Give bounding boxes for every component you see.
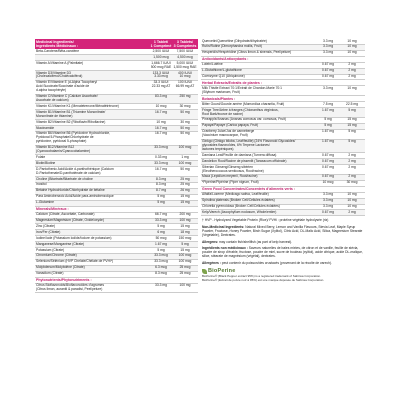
amount-three-tablets: 100 mcg (178, 160, 192, 165)
ingredient-name: L-Glutathione/L-glutathione (202, 68, 242, 73)
amount-one-tablet: 3.3 mg (322, 192, 334, 197)
section-botanicals: Botanicals/Plantes : (201, 96, 365, 102)
ingredient-name: Magnesium/Magnésium (Citrate, Oxide/oxyde) (36, 218, 104, 222)
amount-one-tablet: 1.67 mg (322, 129, 334, 134)
amount-one-tablet: 1.67 mg (155, 241, 167, 246)
ingredient-name: Manganese/Manganèse (Citrate) (36, 241, 85, 246)
amount-three-tablets: 15 mg (347, 123, 357, 128)
amount-one-tablet: 5 mg (157, 223, 165, 228)
amount-one-tablet: 8.3 mg (155, 176, 167, 181)
amount-three-tablets: 15 mg (180, 194, 190, 199)
amount-one-tablet: 5 mg (157, 194, 165, 199)
section-phytonutrients: Phytonutrients/Phytonutriments : (35, 278, 198, 284)
ingredient-name: Inositol (36, 182, 47, 187)
amount-one-tablet: 16.7 mg (155, 131, 167, 136)
amount-one-tablet: 5 mg (324, 117, 332, 122)
ingredient-name: Spirulina platensis (Broken Cell/Cellules éclatées) (202, 198, 275, 203)
amount-three-tablets: 10 mg (347, 38, 357, 43)
allergens-en: Allergens: may contain fish/shellfish (as part of kelp harvest). (202, 239, 293, 244)
section-minerals: Minerals/Minéraux : (35, 207, 198, 213)
ingredient-row (201, 86, 365, 96)
amount-one-tablet: 33.3 mcg (154, 145, 168, 150)
ingredient-name: Fringe Tree/Arbre à franges (Chionanthus virginicus, Root Bark/écorce de racine) (202, 107, 279, 116)
amount-three-tablets: 100 mg (179, 218, 191, 222)
amount-three-tablets: 2 mg (348, 164, 356, 169)
ingredient-name: Cranberry Juice/Jus de canneberge (Vaccinium macrocarpon, Fruit) (202, 129, 255, 138)
ingredient-name: Iodine/Iode (Potassium Iodide/Iodure de potassium) (36, 235, 112, 240)
ingredient-name: *Piperine/Pipérine (Piper nigrum, Fruit) (202, 180, 259, 185)
ingredient-name: Chlorella pyrenoidosa (Broken Cell/Cellules éclatées) (202, 204, 280, 209)
ingredient-name: Bitter Gourd/Gourde amère (Momordica charantia, Fruit) (202, 101, 285, 106)
amount-three-tablets: 2 mg (348, 152, 356, 157)
amount-three-tablets: 50 mg (180, 109, 190, 114)
ingredient-name: Damiana Leaf/Feuille de damiana (Turnera diffusa) (202, 152, 277, 157)
amount-one-tablet: 3.3 mg (322, 198, 334, 203)
ingredient-row (35, 146, 198, 156)
hvp-note: † HVP - Hydrolyzed Vegetable Protein (Rice)/ PVHi : protéine végétale hydrolysée (riz) (202, 218, 329, 223)
amount-one-tablet: 8.7 mg (155, 188, 167, 193)
amount-three-tablets: 7,500 IU/UI (176, 48, 194, 53)
ingredient-name: Siberian Ginseng/Ginseng sibérien (Eleutherococcus senticosus, Root/racine) (202, 164, 264, 173)
table-header (35, 39, 198, 49)
amount-one-tablet: 33.3 mcg (154, 259, 168, 264)
ingredient-name: Niacinamide (36, 125, 55, 130)
amount-one-tablet: 3.3 mg (322, 204, 334, 209)
ingredient-name: Folate (36, 154, 46, 159)
amount-three-tablets: 5,000 IU/UI 1,500 mcg RAE (173, 60, 197, 69)
amount-one-tablet: 7.5 mg (322, 101, 334, 106)
left-column (35, 39, 198, 293)
non-medicinal-en: Non-Medicinal Ingredients: Natural Mixed Berry, Lemon and Vanilla Flavours, Stevia Leaf, Maple Syrup Powder, Fructose, Honey Powder, Birch Sugar (Xylitol), Citric Acid, DL-Malic Acid, Silica, Magnesium Stearate (Vegetable), Dextrates. (202, 224, 363, 238)
amount-one-tablet: 10 mcg (155, 103, 167, 108)
trademark-note: BioPerine® (Black Pepper extract 95%) is a registered trademark of Sabinsa Corporation. BioPerine® (Extrait de poivre noir à 95%) est une marque déposée de Sabinsa Corporation. (202, 274, 325, 282)
ingredient-name: Quercetin/Quercétine (Dihydrate/dihydratée) (202, 38, 267, 43)
amount-one-tablet: 0.67 mg (322, 174, 334, 179)
green-food-rows (201, 193, 365, 217)
ingredient-name: Lutein/Lutéine (202, 62, 223, 67)
amount-three-tablets: 2 mg (348, 158, 356, 163)
amount-three-tablets: 2 mg (348, 74, 356, 79)
ingredient-name: Dandelion Root/Racine de pissenlit (Taraxacum officinale) (202, 158, 287, 163)
amount-three-tablets: 30 mcg (179, 103, 191, 108)
mineral-rows (35, 213, 198, 278)
amount-one-tablet: 1.67 mg (322, 107, 334, 112)
amount-one-tablet: 6.3 mcg (155, 265, 167, 270)
amount-three-tablets: 100 IU/UI 66.99 mg AT (175, 80, 195, 89)
amount-one-tablet: 33.3 mcg (154, 160, 168, 165)
section-herbal-extracts: Herbal Extracts/Extraits de plantes : (201, 80, 365, 86)
section-antioxidants: Antioxidants/Antioxydants : (201, 57, 365, 63)
ingredient-name: Alfalfa/Luzerne (Medicago sativa, Leaf/feuille) (202, 192, 269, 197)
amount-three-tablets: 18 mg (180, 229, 190, 234)
amount-three-tablets: 50 mg (180, 166, 190, 171)
vitamin-rows (35, 49, 198, 206)
amount-three-tablets: 10 mg (347, 50, 357, 55)
amount-one-tablet: 3.3 mg (322, 85, 334, 90)
non-medicinal-fr: Ingrédients non médicinaux : Saveurs naturelles de baies mixtes, de citron et de vanille, feuille de stévia, poudre de sirop d’érable, fructose, poudre de miel, sucre de bouleau (xylitol), acide citrique, acide DL-malique, silice, stéarate de magnésium (végétal), dextrates. (202, 245, 363, 259)
amount-one-tablet: 0.67 mg (322, 62, 334, 67)
ingredient-name: Molybdenum/Molybdène (Citrate) (36, 265, 85, 270)
ingredient-row (35, 61, 198, 71)
notes (201, 216, 365, 265)
amount-one-tablet: 3.3 mg (322, 38, 334, 43)
amount-one-tablet: 3.3 mg (322, 44, 334, 49)
ingredient-row (35, 132, 198, 146)
ingredient-name: Para Aminobenzoic Acid/Acide para-aminobenzoïque (36, 194, 114, 199)
amount-three-tablets: 25 mcg (179, 271, 191, 276)
amount-three-tablets: 5 mg (181, 241, 189, 246)
amount-three-tablets: 400 IU/UI 10 mcg (178, 70, 192, 79)
amount-three-tablets: 100 mcg (178, 145, 192, 150)
right-column (201, 39, 365, 284)
ingredient-row (35, 95, 198, 105)
amount-three-tablets: 150 mcg (178, 235, 192, 240)
amount-three-tablets: 30 mcg (346, 180, 358, 185)
ingredient-name: Iron/Fer (Citrate) (36, 229, 61, 234)
amount-one-tablet: 3.3 mg (322, 50, 334, 55)
ingredient-name: Vitamin B1/Vitamine B1 (Thiamine Mononitrate/ Mononitrate de thiamine) (36, 109, 106, 118)
ingredient-name: D-Pantothenic Acid/Acide d-panthothénique (Calcium D-Pantothenate/D-panthoténate de calcium) (36, 166, 114, 175)
amount-three-tablets: 15 mg (347, 117, 357, 122)
ingredient-name: Betaine Hydrochloride/Chlorhydrate de bétaïne (36, 188, 105, 193)
ingredient-name: Vitamin E/Vitamine E (d-Alpha Tocopheryl Acid Succinate/Succinate d’acide de d-alpha tocophéryle) (36, 80, 98, 93)
amount-three-tablets: 200 mg (179, 212, 191, 217)
herbal-rows (201, 86, 365, 96)
amount-one-tablet: 0.33 mg (155, 154, 167, 159)
amount-three-tablets: 5 mg (348, 139, 356, 144)
amount-three-tablets: 30 mg (180, 119, 190, 124)
allergens-fr: Allergènes : peut contenir du poisson/des crustacés (provenant de la récolte de varech). (202, 260, 332, 265)
amount-three-tablets: 100 mg (179, 283, 191, 288)
amount-one-tablet: 0.67 mg (322, 152, 334, 157)
amount-three-tablets: 10 mg (347, 85, 357, 90)
ingredient-name: Vitamin B6/Vitamine B6 (Pyridoxine Hydrochloride, Pyridoxal 5-Phosphate/Chlorhydrate de pyridoxine, pyridoxal 5-phosphate) (36, 131, 111, 144)
amount-one-tablet: 5 mg (157, 247, 165, 252)
ingredient-name: Biotin/Biotine (36, 160, 56, 165)
amount-three-tablets: 2 mg (348, 68, 356, 73)
ingredient-name: Zinc (Citrate) (36, 223, 56, 228)
ingredient-row (35, 110, 198, 120)
amount-one-tablet: 33.3 mg (155, 283, 167, 288)
ingredient-name: Calcium (Citrate, Ascorbate, Carbonate) (36, 212, 95, 217)
amount-one-tablet: 0.67 mg (322, 164, 334, 169)
botanical-rows (201, 102, 365, 187)
amount-one-tablet: 0.67 mg (322, 209, 334, 214)
bioperine-wordmark: BioPerine (208, 268, 236, 275)
header-three-tablets: 3 Tablets/ 3 Comprimés (173, 40, 197, 49)
flavonoid-rows (201, 39, 365, 57)
amount-one-tablet: 10 mg (156, 119, 166, 124)
amount-three-tablets: 10 mg (347, 204, 357, 209)
ingredient-name: Chromium/Chrome (Citrate) (36, 253, 77, 258)
amount-one-tablet: 66.7 mg (155, 212, 167, 217)
ingredient-row (201, 140, 365, 154)
amount-three-tablets: 100 mcg (178, 259, 192, 264)
amount-three-tablets: 10 mg (347, 44, 357, 49)
ingredient-row (35, 81, 198, 95)
amount-three-tablets: 25 mg (180, 176, 190, 181)
amount-one-tablet: 16.7 mg (155, 166, 167, 171)
ingredient-name: Kelp/Varech (Ascophyllum nodosum, Whole/entier) (202, 209, 277, 214)
ingredient-name: Papaya/Papaye (Carica papaya, Fruit) (202, 123, 259, 128)
amount-one-tablet: 33.3 IU/UI 22.33 mg AT (151, 80, 171, 89)
ingredient-name: Vitamin C/Vitamine C (Calcium Ascorbate/ Ascorbate de calcium) (36, 94, 98, 102)
ingredient-name: Choline (Bitartrate/Bitartrate de choline (36, 176, 93, 181)
ingredient-name: Vitamin A/Vitamine A (Palmitate) (36, 60, 84, 65)
leaf-icon (202, 269, 207, 274)
amount-one-tablet: 33.3 mcg (154, 253, 168, 258)
section-green-food: Green Food Concentrates/Concentrés d’aliments verts : (201, 187, 365, 193)
amount-three-tablets: 50 mg (180, 125, 190, 130)
amount-three-tablets: 50 mg (180, 131, 190, 136)
amount-three-tablets: 10 mg (347, 192, 357, 197)
ingredient-row (35, 167, 198, 177)
ingredient-name: Vitamin B2/Vitamine B2 (Riboflavin/Riboflavine) (36, 119, 106, 124)
amount-three-tablets: 2 mg (348, 174, 356, 179)
amount-three-tablets: 15 mg (180, 223, 190, 228)
amount-one-tablet: 8.3 mcg (155, 271, 167, 276)
amount-three-tablets: 2 mg (348, 209, 356, 214)
amount-three-tablets: 25 mg (180, 182, 190, 187)
amount-one-tablet: 1.67 mg (322, 139, 334, 144)
ingredient-name: Rutin/Rutine (Dimorphandra mollis, Fruit) (202, 44, 262, 49)
ingredient-name: Selenium/Sélénium (HVP Chelate/Chélate de PVHi*) (36, 259, 114, 264)
amount-three-tablets: 26 mg (180, 188, 190, 193)
amount-three-tablets: 5 mg (348, 107, 356, 112)
amount-three-tablets: 10 mg (347, 198, 357, 203)
phytonutrient-rows (35, 284, 198, 294)
amount-one-tablet: 16.7 mg (155, 109, 167, 114)
header-one-tablet: 1 Tablet/ 1 Comprimé (150, 40, 172, 49)
ingredient-name: Pineapple/Ananas (Ananas comosus var. comosus, Fruit) (202, 117, 286, 122)
amount-three-tablets: 2 mg (348, 62, 356, 67)
ingredient-name (36, 56, 149, 60)
amount-one-tablet: 0.67 mg (322, 68, 334, 73)
ingredient-name: Vitamin K1/Vitamine K1 (Menatetrenone/Ménatétrénone) (36, 103, 119, 108)
amount-one-tablet: 8.3 mg (155, 182, 167, 187)
amount-one-tablet: 5 mg (157, 200, 165, 205)
amount-one-tablet: 133.3 IU/UI 3.33 mcg (152, 70, 170, 79)
ingredient-name: Hesperidin/Hespéridine (Citrus limon & sinensis, Peel/pelure) (202, 50, 292, 55)
amount-three-tablets: 4,500 mcg (177, 54, 193, 59)
amount-one-tablet: 50 mcg (155, 235, 167, 240)
ingredient-name: Potassium (Citrate) (36, 247, 65, 252)
amount-three-tablets: 5 mg (348, 129, 356, 134)
ingredient-name: Vanadium (Citrate) (36, 271, 64, 276)
amount-three-tablets: 1 mg (181, 154, 189, 159)
amount-three-tablets: 100 mcg (178, 253, 192, 258)
ingredient-name: Coenzyme Q10 (Ubiquinone) (202, 74, 245, 79)
amount-one-tablet: 33.3 mg (155, 218, 167, 222)
amount-one-tablet: 83.3 mg (155, 94, 167, 99)
ingredient-name: Vitamin D3/Vitamine D3 (Cholecalciferol/Cholécalciférol) (36, 70, 83, 79)
ingredient-name: Vitamin B12/Vitamine B12 (Cyanocobalamin/Cyanocobalamine) (36, 145, 91, 154)
amount-one-tablet: 0.67 mg (322, 158, 334, 163)
header-ingredients: Medicinal Ingredients/ Ingrédients Médicinaux : (36, 40, 79, 49)
ingredient-name: Ginkgo (Ginkgo biloba, Leaf/feuille) (24% Flavonoid Glycosides/ glycosides flavonoïdes, 6% Terpene Lactones/ lactones terpéniques) (202, 139, 296, 151)
ingredient-name: Milk Thistle Extract 70:1/Extrait de Chardon-Marie 70:1 (Silybum marianum, Fruit) (202, 85, 283, 94)
amount-three-tablets: 22.5 mg (346, 101, 358, 106)
amount-three-tablets: 15 mg (180, 200, 190, 205)
amount-one-tablet: 5 mg (324, 123, 332, 128)
amount-one-tablet: 1,500 mcg (153, 54, 169, 59)
amount-one-tablet: 16.7 mg (155, 125, 167, 130)
ingredient-name: Citrus Bioflavonoids/Bioflavonoïdes d’agrumes (Citrus limon, aurantii & paradisi, Peel/pelure) (36, 283, 104, 291)
amount-three-tablets: 250 mg (179, 94, 191, 99)
ingredient-row (35, 284, 198, 294)
amount-one-tablet: 2,500 IU/UI (152, 48, 170, 53)
amount-one-tablet: 10 mcg (322, 180, 334, 185)
amount-three-tablets: 15 mg (180, 247, 190, 252)
amount-one-tablet: 0.67 mg (322, 74, 334, 79)
ingredient-name: L-Glutamine (36, 200, 54, 205)
amount-one-tablet: 1,666.7 IU/UI 500 mcg RAE (150, 60, 172, 69)
amount-one-tablet: 6 mg (157, 229, 165, 234)
antioxidant-rows (201, 63, 365, 81)
ingredient-name: Maca (Lepidium meyenii, Root/racine) (202, 174, 258, 179)
amount-three-tablets: 25 mcg (179, 265, 191, 270)
ingredient-name: Beta-Carotene/Bêta-carotène (36, 48, 80, 53)
